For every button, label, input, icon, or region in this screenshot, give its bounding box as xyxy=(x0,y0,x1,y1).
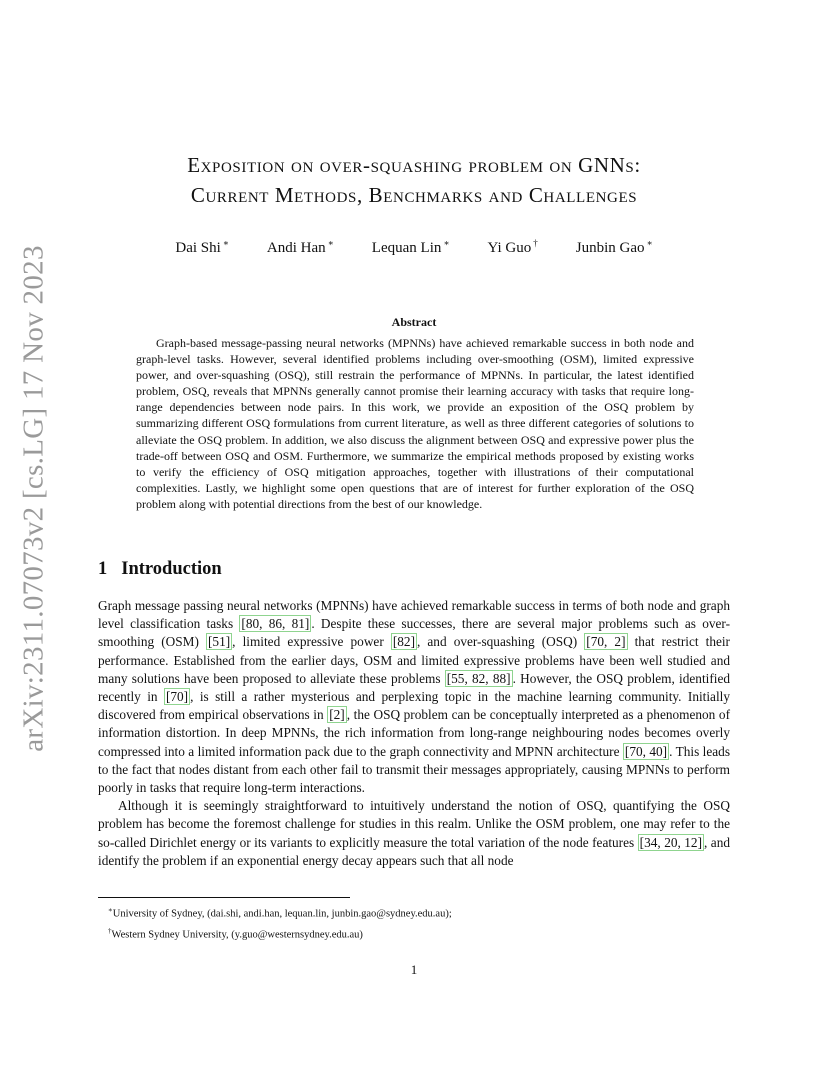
citation-link[interactable]: [70, 40] xyxy=(624,743,668,759)
citation-link[interactable]: [80, 86, 81] xyxy=(241,616,310,632)
author: Dai Shi ∗ xyxy=(175,238,229,256)
footnote: ∗University of Sydney, (dai.shi, andi.han, lequan.lin, junbin.gao@sydney.edu.au); xyxy=(108,906,452,920)
citation-link[interactable]: [82] xyxy=(392,634,415,650)
abstract-text: Graph-based message-passing neural networks (MPNNs) have achieved remarkable success in both node and graph-level tasks. However, several identified problems including over-smoothing (OSM), limited expressive power, and over-squashing (OSQ), still restrain the performance of MPNNs. In particular, the latest identified problem, OSQ, reveals that MPNNs generally cannot promise their learning accuracy with tasks that require long-range dependencies between node pairs. In this work, we provide an exposition of the OSQ problem by summarizing different OSQ formulations from current literature, as well as three different categories of solutions to alleviate the OSQ problem. In addition, we also discuss the alignment between OSQ and expressive power plus the trade-off between OSQ and OSM. Furthermore, we summarize the empirical methods proposed by existing works to verify the efficiency of OSQ mitigation approaches, together with illustrations of their computational complexities. Lastly, we highlight some open questions that are of interest for further exploration of the OSQ problem along with potential directions from the best of our knowledge. xyxy=(136,336,694,511)
arxiv-stamp-text: arXiv:2311.07073v2 [cs.LG] 17 Nov 2023 xyxy=(17,244,50,752)
author-list xyxy=(100,238,728,257)
paragraph: Graph message passing neural networks (MPNNs) have achieved remarkable success in terms of both node and graph level classification tasks [80, 86, 81] . Despite these successes, there are several major problems such as over-smoothing (OSM) [51] , limited expressive power [82] , and over-squashing (OSQ) [70, 2] that restrict their performance. Established from the earlier days, OSM and limited expressive problems have been well studied and many solutions have been proposed to alleviate these problems [55, 82, 88] . However, the OSQ problem, identified recently in [70] , is still a rather mysterious and perplexing topic in the machine learning community. Initially discovered from empirical observations in [2] , the OSQ problem can be conceptually interpreted as a phenomenon of information distortion. In deep MPNNs, the rich information from long-range neighbouring nodes becomes overly compressed into a limited information pack due to the graph connectivity and MPNN architecture [70, 40] . This leads to the fact that nodes distant from each other fail to transmit their messages appropriately, causing MPNNs to perform poorly in tasks that require long-term interactions. xyxy=(98,598,731,796)
citation-link[interactable]: [34, 20, 12] xyxy=(639,834,703,850)
paper-title xyxy=(100,150,728,210)
author: Andi Han ∗ xyxy=(266,238,334,256)
citation-link[interactable]: [51] xyxy=(208,634,231,650)
section-title: Introduction xyxy=(121,559,222,579)
footnote-rule xyxy=(98,897,350,898)
citation-link[interactable]: [70] xyxy=(165,689,189,705)
author: Lequan Lin ∗ xyxy=(371,238,450,256)
introduction-body xyxy=(98,597,730,870)
citation-link[interactable]: [55, 82, 88] xyxy=(446,670,511,686)
author: Yi Guo † xyxy=(487,238,538,256)
citation-link[interactable]: [70, 2] xyxy=(586,634,626,650)
paragraph: Although it is seemingly straightforward to intuitively understand the notion of OSQ, quantifying the OSQ problem has become the foremost challenge for studies in this realm. Unlike the OSM problem, one may refer to the so-called Dirichlet energy or its variants to explicitly measure the total variation of the node features [34, 20, 12] , and identify the problem if an exponential energy decay appears such that all node xyxy=(98,798,731,868)
title-line-2: Current Methods, Benchmarks and Challenges xyxy=(190,183,638,207)
section-number: 1 xyxy=(98,559,108,579)
abstract-heading: Abstract xyxy=(391,315,437,329)
title-line-1: Exposition on over-squashing problem on GNNs: xyxy=(187,153,641,177)
citation-link[interactable]: [2] xyxy=(329,707,345,723)
page-number: 1 xyxy=(410,962,418,977)
arxiv-stamp xyxy=(14,244,54,752)
footnotes xyxy=(108,902,728,943)
footnote: †Western Sydney University, (y.guo@westernsydney.edu.au) xyxy=(108,926,363,940)
author: Junbin Gao ∗ xyxy=(575,238,653,256)
section-heading xyxy=(98,559,222,580)
